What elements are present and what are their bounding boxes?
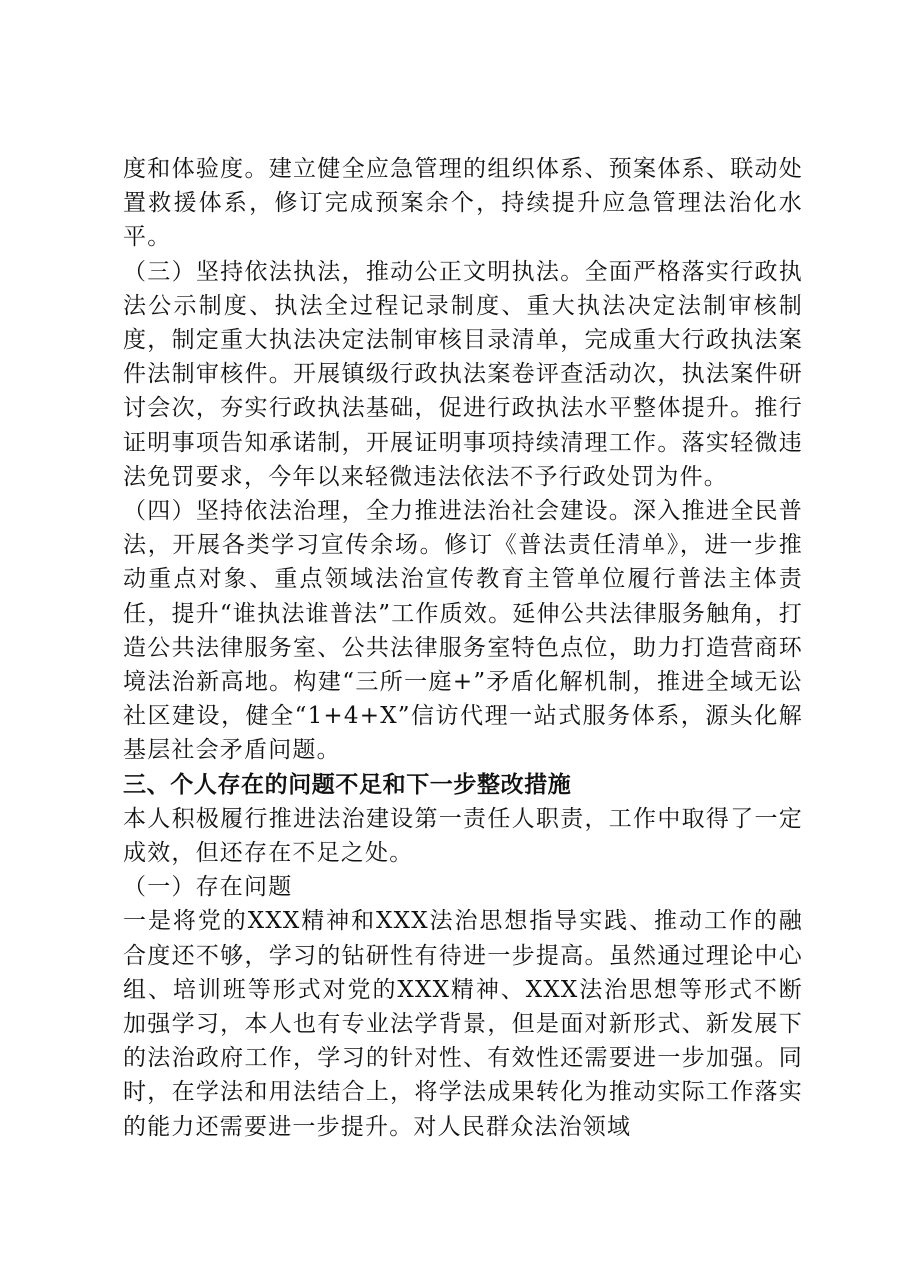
paragraph-emergency-management: 度和体验度。建立健全应急管理的组织体系、预案体系、联动处置救援体系，修订完成预案余个，持续提升应急管理法治化水平。	[123, 156, 803, 251]
section-heading-problems: 三、个人存在的问题不足和下一步整改措施	[123, 771, 572, 798]
document-body	[123, 152, 803, 1144]
subheading-existing-problems: （一）存在问题	[123, 874, 293, 901]
paragraph-responsibility: 本人积极履行推进法治建设第一责任人职责，工作中取得了一定成效，但还存在不足之处。	[123, 805, 803, 867]
paragraph-legal-governance: （四）坚持依法治理，全力推进法治社会建设。深入推进全民普法，开展各类学习宣传余场。修订《普法责任清单》，进一步推动重点对象、重点领域法治宣传教育主管单位履行普法主体责任，提升“谁执法谁普法”工作质效。延伸公共法律服务触角，打造公共法律服务室、公共法律服务室特色点位，助力打造营商环境法治新高地。构建“三所一庭+”矛盾化解机制，推进全域无讼社区建设，健全“1+4+X”信访代理一站式服务体系，源头化解基层社会矛盾问题。	[123, 498, 803, 764]
paragraph-problem-one: 一是将党的XXX精神和XXX法治思想指导实践、推动工作的融合度还不够，学习的钻研性有待进一步提高。虽然通过理论中心组、培训班等形式对党的XXX精神、XXX法治思想等形式不断加强学习，本人也有专业法学背景，但是面对新形式、新发展下的法治政府工作，学习的针对性、有效性还需要进一步加强。同时，在学法和用法结合上，将学法成果转化为推动实际工作落实的能力还需要进一步提升。对人民群众法治领域	[123, 908, 803, 1140]
paragraph-law-enforcement: （三）坚持依法执法，推动公正文明执法。全面严格落实行政执法公示制度、执法全过程记录制度、重大执法决定法制审核制度，制定重大执法决定法制审核目录清单，完成重大行政执法案件法制审核件。开展镇级行政执法案卷评查活动次，执法案件研讨会次，夯实行政执法基础，促进行政执法水平整体提升。推行证明事项告知承诺制，开展证明事项持续清理工作。落实轻微违法免罚要求，今年以来轻微违法依法不予行政处罚为件。	[123, 258, 803, 490]
